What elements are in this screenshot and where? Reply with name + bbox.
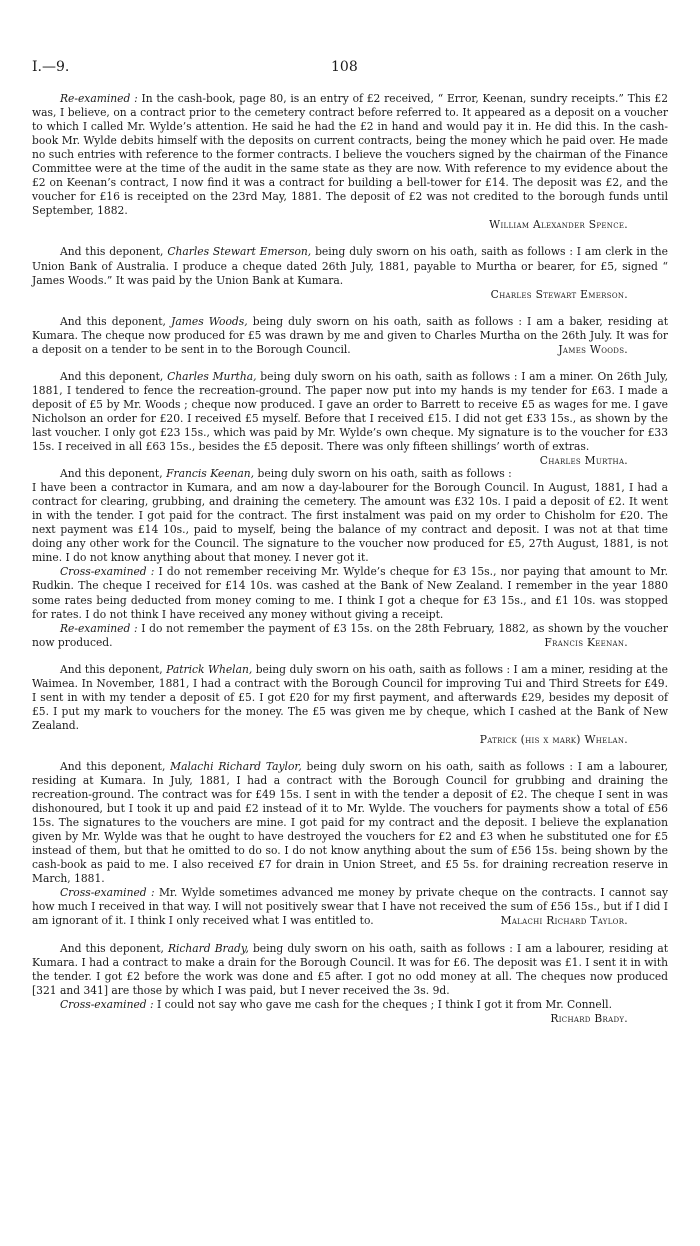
deponent-lead: And this deponent, — [60, 759, 166, 773]
spence-reexam-text: In the cash-book, page 80, is an entry of £2 received, “ Error, Keenan, sundry receipts.” This £2 was, I believe, on a contract prior to the cemetery contract before referred to. It appeared as a deposit on a voucher to which I called Mr. Wylde’s attention. He said he had the £2 in hand and would pay it in. He did this. In the cash-book Mr. Wylde debits himself with the deposits on current contracts, being the money which he paid over. He made no such entries with reference to the former contracts. I believe the vouchers signed by the chairman of the Finance Committee were at the time of the audit in the same state as they are now. With reference to my evidence about the £2 on Keenan’s contract, I now find it was a contract for building a bell-tower for £14. The deposit was £2, and the voucher for £16 is receipted on the 23rd May, 1881. The deposit of £2 was not credited to the borough funds until September, 1882. — [32, 92, 668, 218]
brady-paragraph — [32, 942, 668, 998]
keenan-signature: Francis Keenan. — [544, 635, 628, 649]
taylor-signature: Malachi Richard Taylor. — [500, 914, 628, 928]
murtha-paragraph — [32, 369, 669, 468]
deponent-lead: And this deponent, — [60, 662, 163, 676]
emerson-paragraph — [32, 245, 668, 287]
deponent-lead: And this deponent, — [60, 245, 164, 259]
deponent-name: Charles Stewart Emerson, — [167, 245, 312, 259]
brady-text: being duly sworn on his oath, saith as follows : I am a labourer, residing at Kumara. I had a contract to make a drain for the Borough Council. It was for £6. The deposit was £1. I sent it in with the tender. I got £2 before the work was done and £5 after. I got no odd money at all. The cheques now produced [321 and 341] are those by which I was paid, but I never received the 3s. 9d. — [32, 941, 669, 997]
taylor-text: being duly sworn on his oath, saith as follows : I am a labourer, residing at Kumara. In July, 1881, I had a contract with the Borough Council for grubbing and draining the recreation-ground. The contract was for £49 15s. I sent in with the tender a deposit of £2. The cheque I sent in was dishonoured, but I took it up and paid £2 instead of it to Mr. Wylde. The vouchers for payments show a total of £56 15s. The signatures to the vouchers are mine. I got paid for my contract and the deposit. I believe the explanation given by Mr. Wylde was that he ought to have destroyed the vouchers for £2 and £3 when he substituted one for £5 instead of them, but that he omitted to do so. I do not know anything about the sum of £56 15s. being shown by the cash-book as paid to me. I also received £7 for drain in Union Street, and £5 5s. for draining recreation reserve in March, 1881. — [32, 759, 669, 886]
whelan-signature: Patrick (his x mark) Whelan. — [479, 732, 628, 746]
keenan-text: being duly sworn on his oath, saith as follows : I have been a contractor in Kumara, and am now a day-labourer for the Borough Council. In August, 1881, I had a contract for clearing, grubbing, and draining the cemetery. The amount was £32 10s. I paid a deposit of £2. It went in with the tender. I got paid for the contract. The first instalment was paid on my order to Chisholm for £20. The next payment was £14 10s., paid to myself, being the balance of my contract and deposit. I was not at that time doing any other work for the Council. The signature to the voucher now produced for £5, 27th August, 1881, is not mine. I do not know anything about that money. I never got it. — [32, 467, 668, 565]
woods-text: being duly sworn on his oath, saith as follows : I am a baker, residing at Kumara. The cheque now produced for £5 was drawn by me and given to Charles Murtha on the 26th July. It was for a deposit on a tender to be sent in to the Borough Council. — [32, 314, 668, 356]
deponent-lead: And this deponent, — [60, 314, 166, 328]
page-body — [32, 56, 668, 1026]
woods-paragraph — [32, 315, 668, 357]
whelan-paragraph — [32, 663, 668, 733]
page-number: 108 — [331, 59, 358, 75]
whelan-text: being duly sworn on his oath, saith as follows : I am a miner, residing at the Waimea. In November, 1881, I had a contract with the Borough Council for improving Tui and Third Streets for £49. I sent in with my tender a deposit of £5. I got £20 for my first payment, and afterwards £29, besides my deposit of £5. I put my mark to vouchers for the money. The £5 was given me by cheque, which I cashed at the Bank of New Zealand. — [32, 662, 668, 732]
deponent-lead: And this deponent, — [60, 369, 164, 383]
brady-cross-text: I could not say who gave me cash for the cheques ; I think I got it from Mr. Connell. — [157, 997, 612, 1011]
deponent-lead: And this deponent, — [60, 941, 164, 955]
deponent-name: James Woods, — [171, 314, 248, 328]
woods-signature: James Woods. — [558, 342, 628, 356]
taylor-cross-paragraph — [32, 886, 668, 928]
deponent-name: Francis Keenan, — [166, 467, 255, 481]
brady-signature: Richard Brady. — [550, 1011, 628, 1025]
emerson-signature: Charles Stewart Emerson. — [490, 287, 628, 301]
spence-signature: William Alexander Spence. — [489, 218, 628, 232]
murtha-signature: Charles Murtha. — [539, 454, 628, 468]
cross-label: Cross-examined : — [60, 886, 155, 900]
keenan-reexam-paragraph — [32, 622, 668, 650]
keenan-reexam-text: I do not remember the payment of £3 15s. on the 28th February, 1882, as shown by the voucher now produced. — [32, 621, 668, 649]
deponent-name: Charles Murtha, — [167, 369, 257, 383]
brady-cross-paragraph — [32, 997, 668, 1025]
deponent-name: Malachi Richard Taylor, — [170, 759, 302, 773]
taylor-paragraph — [32, 760, 668, 886]
deponent-lead: And this deponent, — [60, 467, 163, 481]
keenan-cross-text: I do not remember receiving Mr. Wylde’s cheque for £3 15s., nor paying that amount to Mr. Rudkin. The cheque I received for £14 10s. was cashed at the Bank of New Zealand. I remember in the year 1880 some rates being deducted from money coming to me. I think I got a cheque for £3 15s., and £1 10s. was stopped for rates. I do not think I have received any money without giving a receipt. — [32, 565, 668, 621]
document-reference: I.—9. — [32, 59, 70, 75]
taylor-cross-text: Mr. Wylde sometimes advanced me money by private cheque on the contracts. I cannot say how much I received in that way. I will not positively swear that I have not received the sum of £56 15s., but if I did I am ignorant of it. I think I only received what I was entitled to. — [32, 886, 668, 928]
keenan-paragraph — [32, 467, 668, 565]
murtha-text: being duly sworn on his oath, saith as follows : I am a miner. On 26th July, 1881, I tendered to fence the recreation-ground. The paper now put into my hands is my tender for £63. I made a deposit of £5 by Mr. Woods ; cheque now produced. I gave an order to Barrett to receive £5 as wages for me. I gave Nicholson an order for £20. I received £5 myself. Before that I received £15. I did not get £33 15s., as shown by the last voucher. I only got £23 15s., which was paid by Mr. Wylde’s own cheque. My signature is to the voucher for £33 15s. I received in all £63 15s., besides the £5 deposit. There was only fifteen shillings’ worth of extras. — [32, 369, 669, 454]
keenan-cross-paragraph — [32, 565, 668, 621]
spence-reexam-paragraph — [32, 92, 668, 218]
deponent-name: Patrick Whelan, — [166, 662, 253, 676]
cross-label: Cross-examined : — [60, 997, 154, 1011]
deponent-name: Richard Brady, — [167, 941, 249, 955]
cross-label: Cross-examined : — [60, 565, 155, 579]
reexam-label: Re-examined : — [60, 92, 138, 105]
reexam-label: Re-examined : — [60, 621, 138, 635]
emerson-text: being duly sworn on his oath, saith as follows : I am clerk in the Union Bank of Australia. I produce a cheque dated 26th July, 1881, payable to Murtha or bearer, for £5, signed “ James Woods.” It was paid by the Union Bank at Kumara. — [32, 245, 669, 287]
